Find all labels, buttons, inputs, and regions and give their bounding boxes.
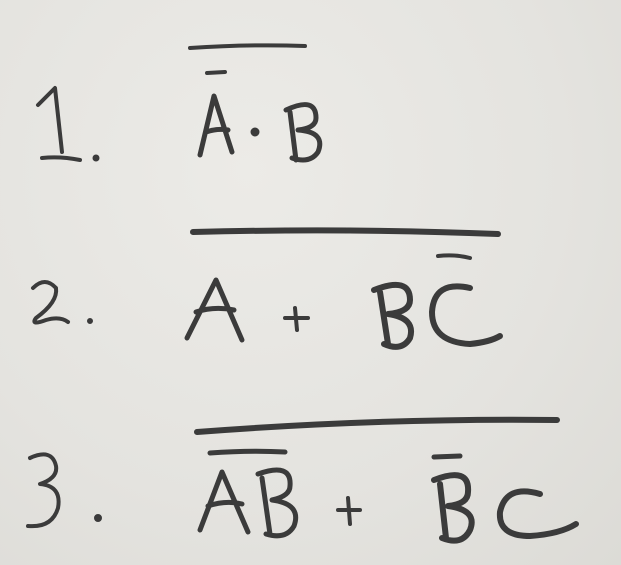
expression-1 xyxy=(38,45,320,161)
expression-2 xyxy=(33,230,500,347)
expression-3 xyxy=(28,420,576,541)
